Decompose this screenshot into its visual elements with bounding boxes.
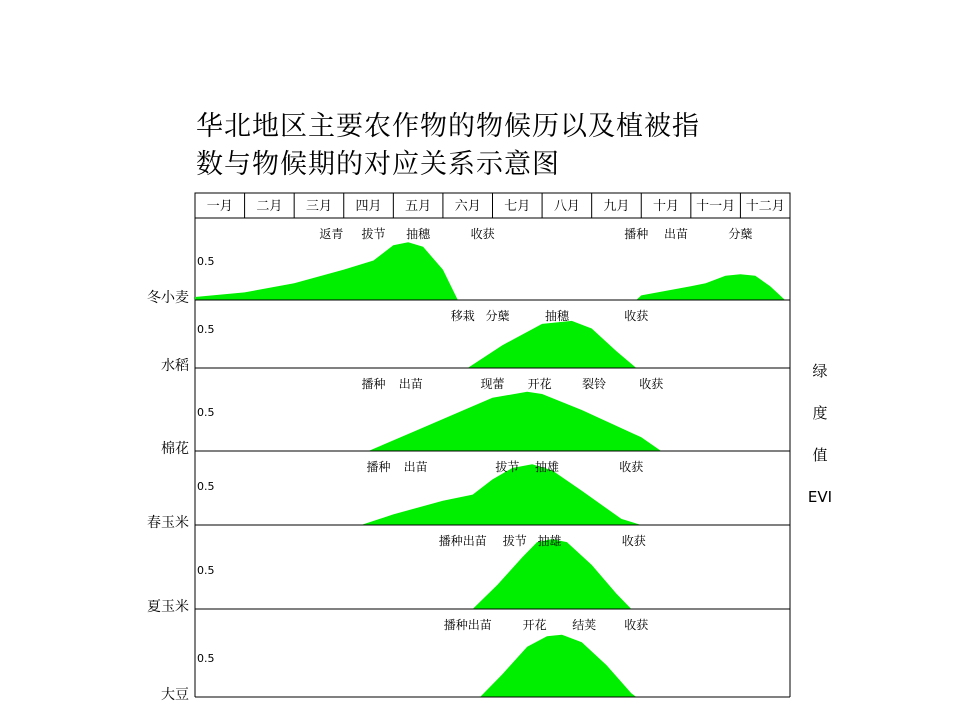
stage-label: 分蘖 <box>485 309 510 323</box>
crop-name-label: 春玉米 <box>147 515 189 531</box>
y-tick-label: 0.5 <box>197 406 215 419</box>
crop-name-label: 棉花 <box>161 441 189 457</box>
stage-label: 播种 <box>624 227 649 241</box>
stage-label: 出苗 <box>663 227 689 241</box>
month-label: 七月 <box>504 199 531 214</box>
month-label: 十二月 <box>745 199 785 214</box>
y-tick-label: 0.5 <box>197 480 215 493</box>
month-label: 十一月 <box>696 199 736 214</box>
stage-label: 收获 <box>619 460 644 474</box>
evi-curve-area <box>473 539 632 609</box>
crop-name-label: 大豆 <box>161 687 189 703</box>
stage-label: 开花 <box>527 377 552 391</box>
stage-label: 裂铃 <box>582 377 607 391</box>
crop-panel <box>147 459 790 531</box>
month-label: 五月 <box>405 199 432 214</box>
stage-label: 抽雄 <box>534 460 560 474</box>
stage-label: 出苗 <box>403 460 428 474</box>
chart-title-line-1: 华北地区主要农作物的物候历以及植被指 <box>196 111 700 142</box>
evi-label-char: 度 <box>812 404 828 422</box>
evi-label-char: 绿 <box>812 362 828 380</box>
stage-label: 抽雄 <box>537 534 562 548</box>
evi-label-char: 值 <box>812 446 828 464</box>
crop-name-label: 水稻 <box>161 358 189 374</box>
evi-curve-area <box>195 242 458 300</box>
stage-label: 现蕾 <box>480 377 505 391</box>
stage-label: 开花 <box>522 618 547 632</box>
stage-label: 抽穗 <box>406 227 431 241</box>
stage-label: 收获 <box>624 618 649 632</box>
stage-label: 分蘖 <box>728 227 753 241</box>
crop-name-label: 冬小麦 <box>147 290 189 306</box>
y-tick-label: 0.5 <box>197 564 215 577</box>
crop-panel <box>147 226 790 306</box>
stage-label: 播种出苗 <box>438 534 487 548</box>
stage-label: 拔节 <box>495 460 520 474</box>
month-label: 二月 <box>256 199 283 214</box>
stage-label: 拔节 <box>361 227 386 241</box>
stage-label: 收获 <box>621 534 646 548</box>
stage-label: 收获 <box>639 377 664 391</box>
y-tick-label: 0.5 <box>197 255 215 268</box>
stage-label: 出苗 <box>398 377 423 391</box>
crop-panels <box>147 218 790 703</box>
stage-label: 拔节 <box>502 534 527 548</box>
crop-panel <box>161 376 790 457</box>
stage-label: 移栽 <box>450 309 475 323</box>
crop-panel <box>161 308 790 374</box>
month-label: 一月 <box>206 199 233 214</box>
chart-title-line-2: 数与物候期的对应关系示意图 <box>196 149 560 180</box>
month-label: 四月 <box>355 199 382 214</box>
evi-curve-area <box>468 321 637 368</box>
month-header <box>195 193 790 218</box>
evi-axis-label <box>808 362 832 506</box>
crop-name-label: 夏玉米 <box>147 599 189 615</box>
stage-label: 收获 <box>624 309 649 323</box>
stage-label: 播种 <box>366 460 391 474</box>
evi-curve-area <box>369 392 662 451</box>
month-label: 三月 <box>305 199 332 214</box>
stage-label: 播种 <box>361 377 386 391</box>
crop-panel <box>147 533 790 615</box>
stage-label: 结荚 <box>572 618 597 632</box>
stage-label: 播种出苗 <box>443 618 492 632</box>
month-label: 六月 <box>454 199 481 214</box>
crop-panel <box>161 617 790 703</box>
month-label: 八月 <box>553 199 580 214</box>
month-label: 九月 <box>603 199 630 214</box>
month-label: 十月 <box>653 199 680 214</box>
evi-label-char: EVI <box>807 488 833 506</box>
stage-label: 抽穗 <box>544 309 570 323</box>
stage-label: 返青 <box>319 227 344 241</box>
evi-curve-area <box>480 635 636 697</box>
evi-curve-area <box>636 274 785 300</box>
y-tick-label: 0.5 <box>197 652 215 665</box>
stage-label: 收获 <box>470 227 495 241</box>
y-tick-label: 0.5 <box>197 323 215 336</box>
